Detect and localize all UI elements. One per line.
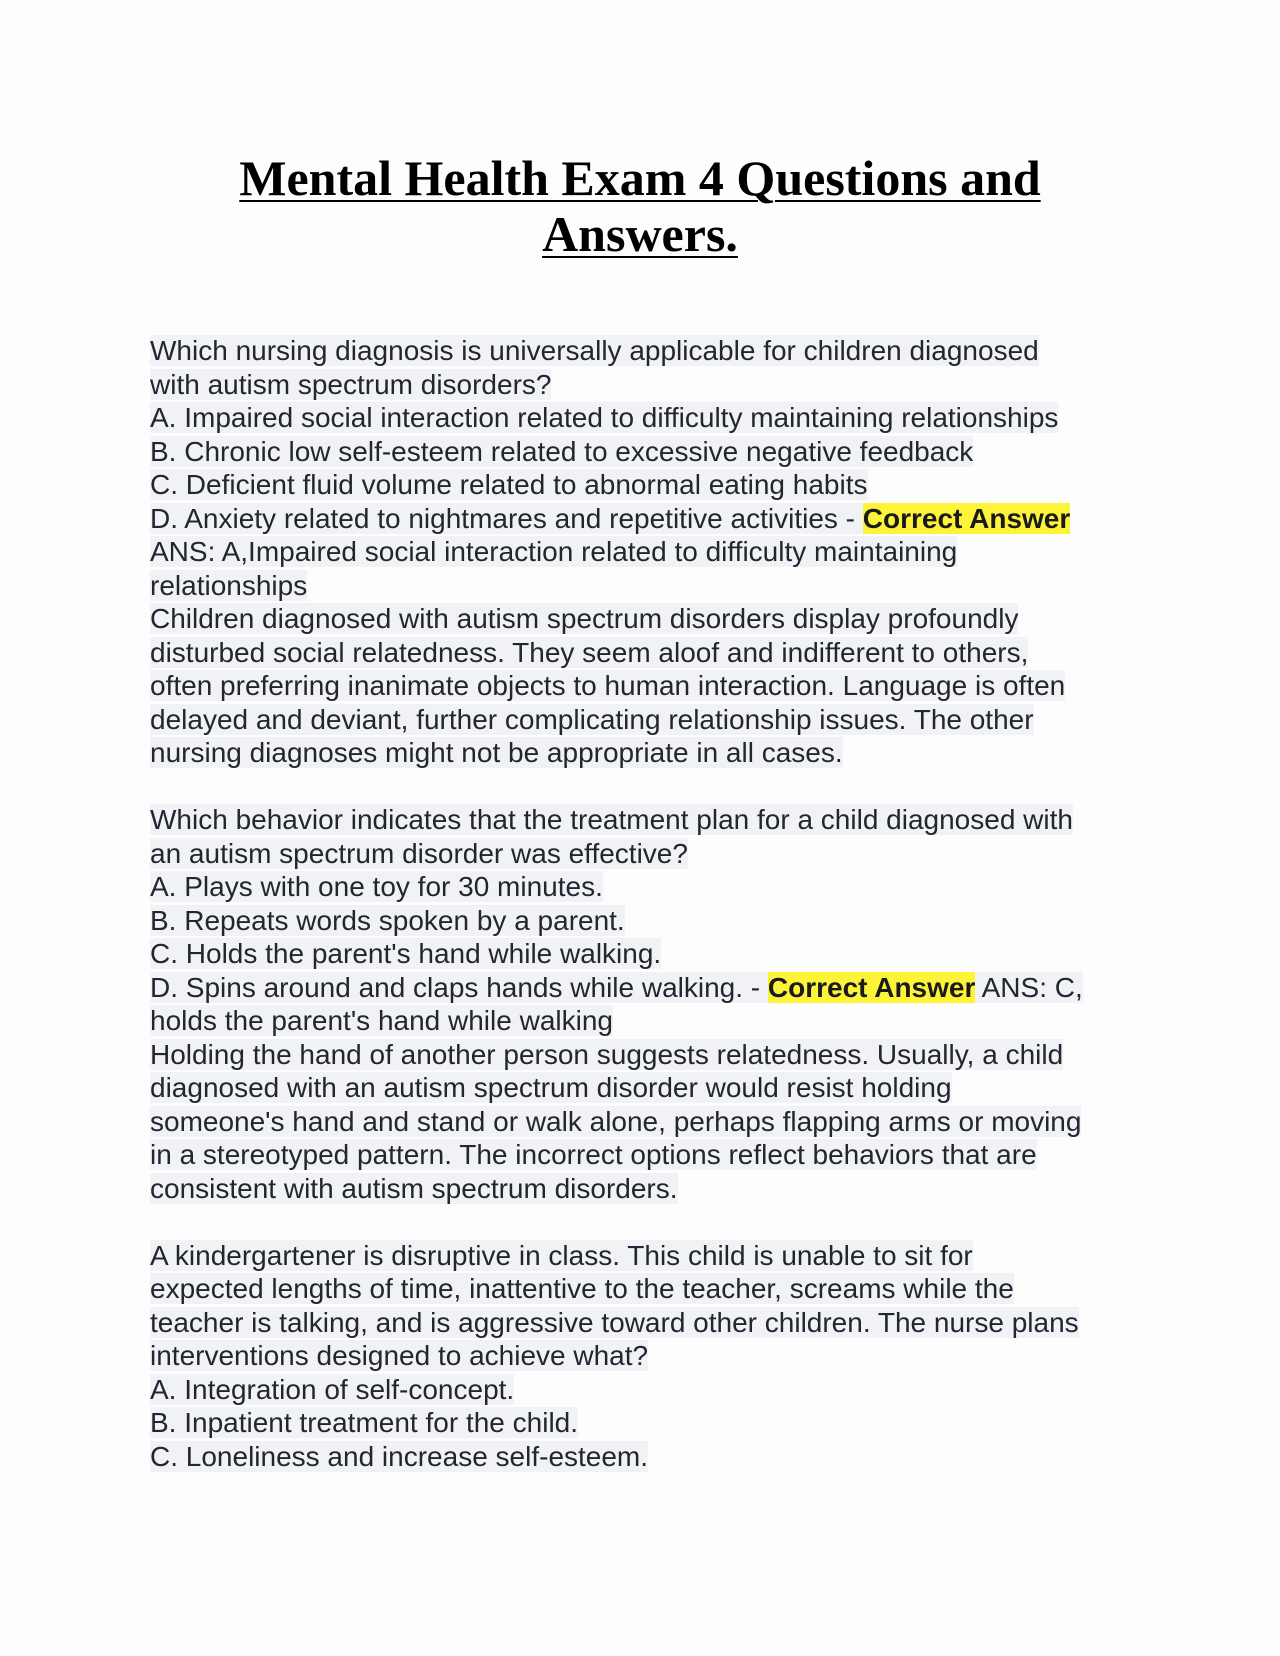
title-line-2: Answers. <box>542 206 738 262</box>
option-a: A. Plays with one toy for 30 minutes. <box>150 871 603 902</box>
rationale-line: often preferring inanimate objects to human interaction. Language is often <box>150 670 1066 701</box>
option-b: B. Repeats words spoken by a parent. <box>150 904 625 936</box>
correct-answer-highlight: Correct Answer <box>767 971 976 1003</box>
text-line: with autism spectrum disorders? <box>150 368 552 400</box>
correct-answer-highlight: Correct Answer <box>862 502 1071 534</box>
title-line-1: Mental Health Exam 4 Questions and <box>239 150 1041 206</box>
rationale-line: consistent with autism spectrum disorders. <box>150 1172 678 1204</box>
option-c: C. Loneliness and increase self-esteem. <box>150 1440 649 1472</box>
option-b: B. Chronic low self-esteem related to excessive negative feedback <box>150 435 974 467</box>
rationale-line: someone's hand and stand or walk alone, perhaps flapping arms or moving <box>150 1105 1082 1137</box>
text-line: Which nursing diagnosis is universally applicable for children diagnosed <box>150 335 1039 366</box>
text-line: A kindergartener is disruptive in class. This child is unable to sit for <box>150 1239 973 1271</box>
option-c: C. Deficient fluid volume related to abnormal eating habits <box>150 469 868 500</box>
document-title <box>150 150 1130 262</box>
text-line: teacher is talking, and is aggressive toward other children. The nurse plans <box>150 1306 1079 1338</box>
rationale-line: nursing diagnoses might not be appropriate in all cases. <box>150 737 843 768</box>
option-d: D. Anxiety related to nightmares and repetitive activities - Correct Answer <box>150 502 1071 534</box>
text-line: expected lengths of time, inattentive to the teacher, screams while the <box>150 1273 1014 1304</box>
rationale-line: delayed and deviant, further complicating relationship issues. The other <box>150 703 1034 735</box>
rationale-line: Children diagnosed with autism spectrum disorders display profoundly <box>150 603 1019 634</box>
option-a: A. Impaired social interaction related to difficulty maintaining relationships <box>150 402 1059 433</box>
question-block-1 <box>150 334 1140 770</box>
answer-line: holds the parent's hand while walking <box>150 1005 613 1036</box>
text-line: an autism spectrum disorder was effective? <box>150 837 688 869</box>
document-content <box>150 334 1140 1507</box>
rationale-line: disturbed social relatedness. They seem aloof and indifferent to others, <box>150 636 1029 668</box>
option-d: D. Spins around and claps hands while walking. - Correct Answer ANS: C, <box>150 971 1083 1003</box>
rationale-line: diagnosed with an autism spectrum disorder would resist holding <box>150 1072 952 1103</box>
answer-line: ANS: A,Impaired social interaction related to difficulty maintaining <box>150 536 958 567</box>
rationale-line: Holding the hand of another person suggests relatedness. Usually, a child <box>150 1038 1064 1070</box>
answer-line: relationships <box>150 569 308 601</box>
option-b: B. Inpatient treatment for the child. <box>150 1407 579 1438</box>
text-line: interventions designed to achieve what? <box>150 1340 649 1371</box>
rationale-line: in a stereotyped pattern. The incorrect options reflect behaviors that are <box>150 1139 1037 1170</box>
option-a: A. Integration of self-concept. <box>150 1373 515 1405</box>
text-line: Which behavior indicates that the treatment plan for a child diagnosed with <box>150 804 1073 835</box>
question-block-2 <box>150 803 1140 1205</box>
option-c: C. Holds the parent's hand while walking. <box>150 938 662 969</box>
question-block-3 <box>150 1239 1140 1474</box>
